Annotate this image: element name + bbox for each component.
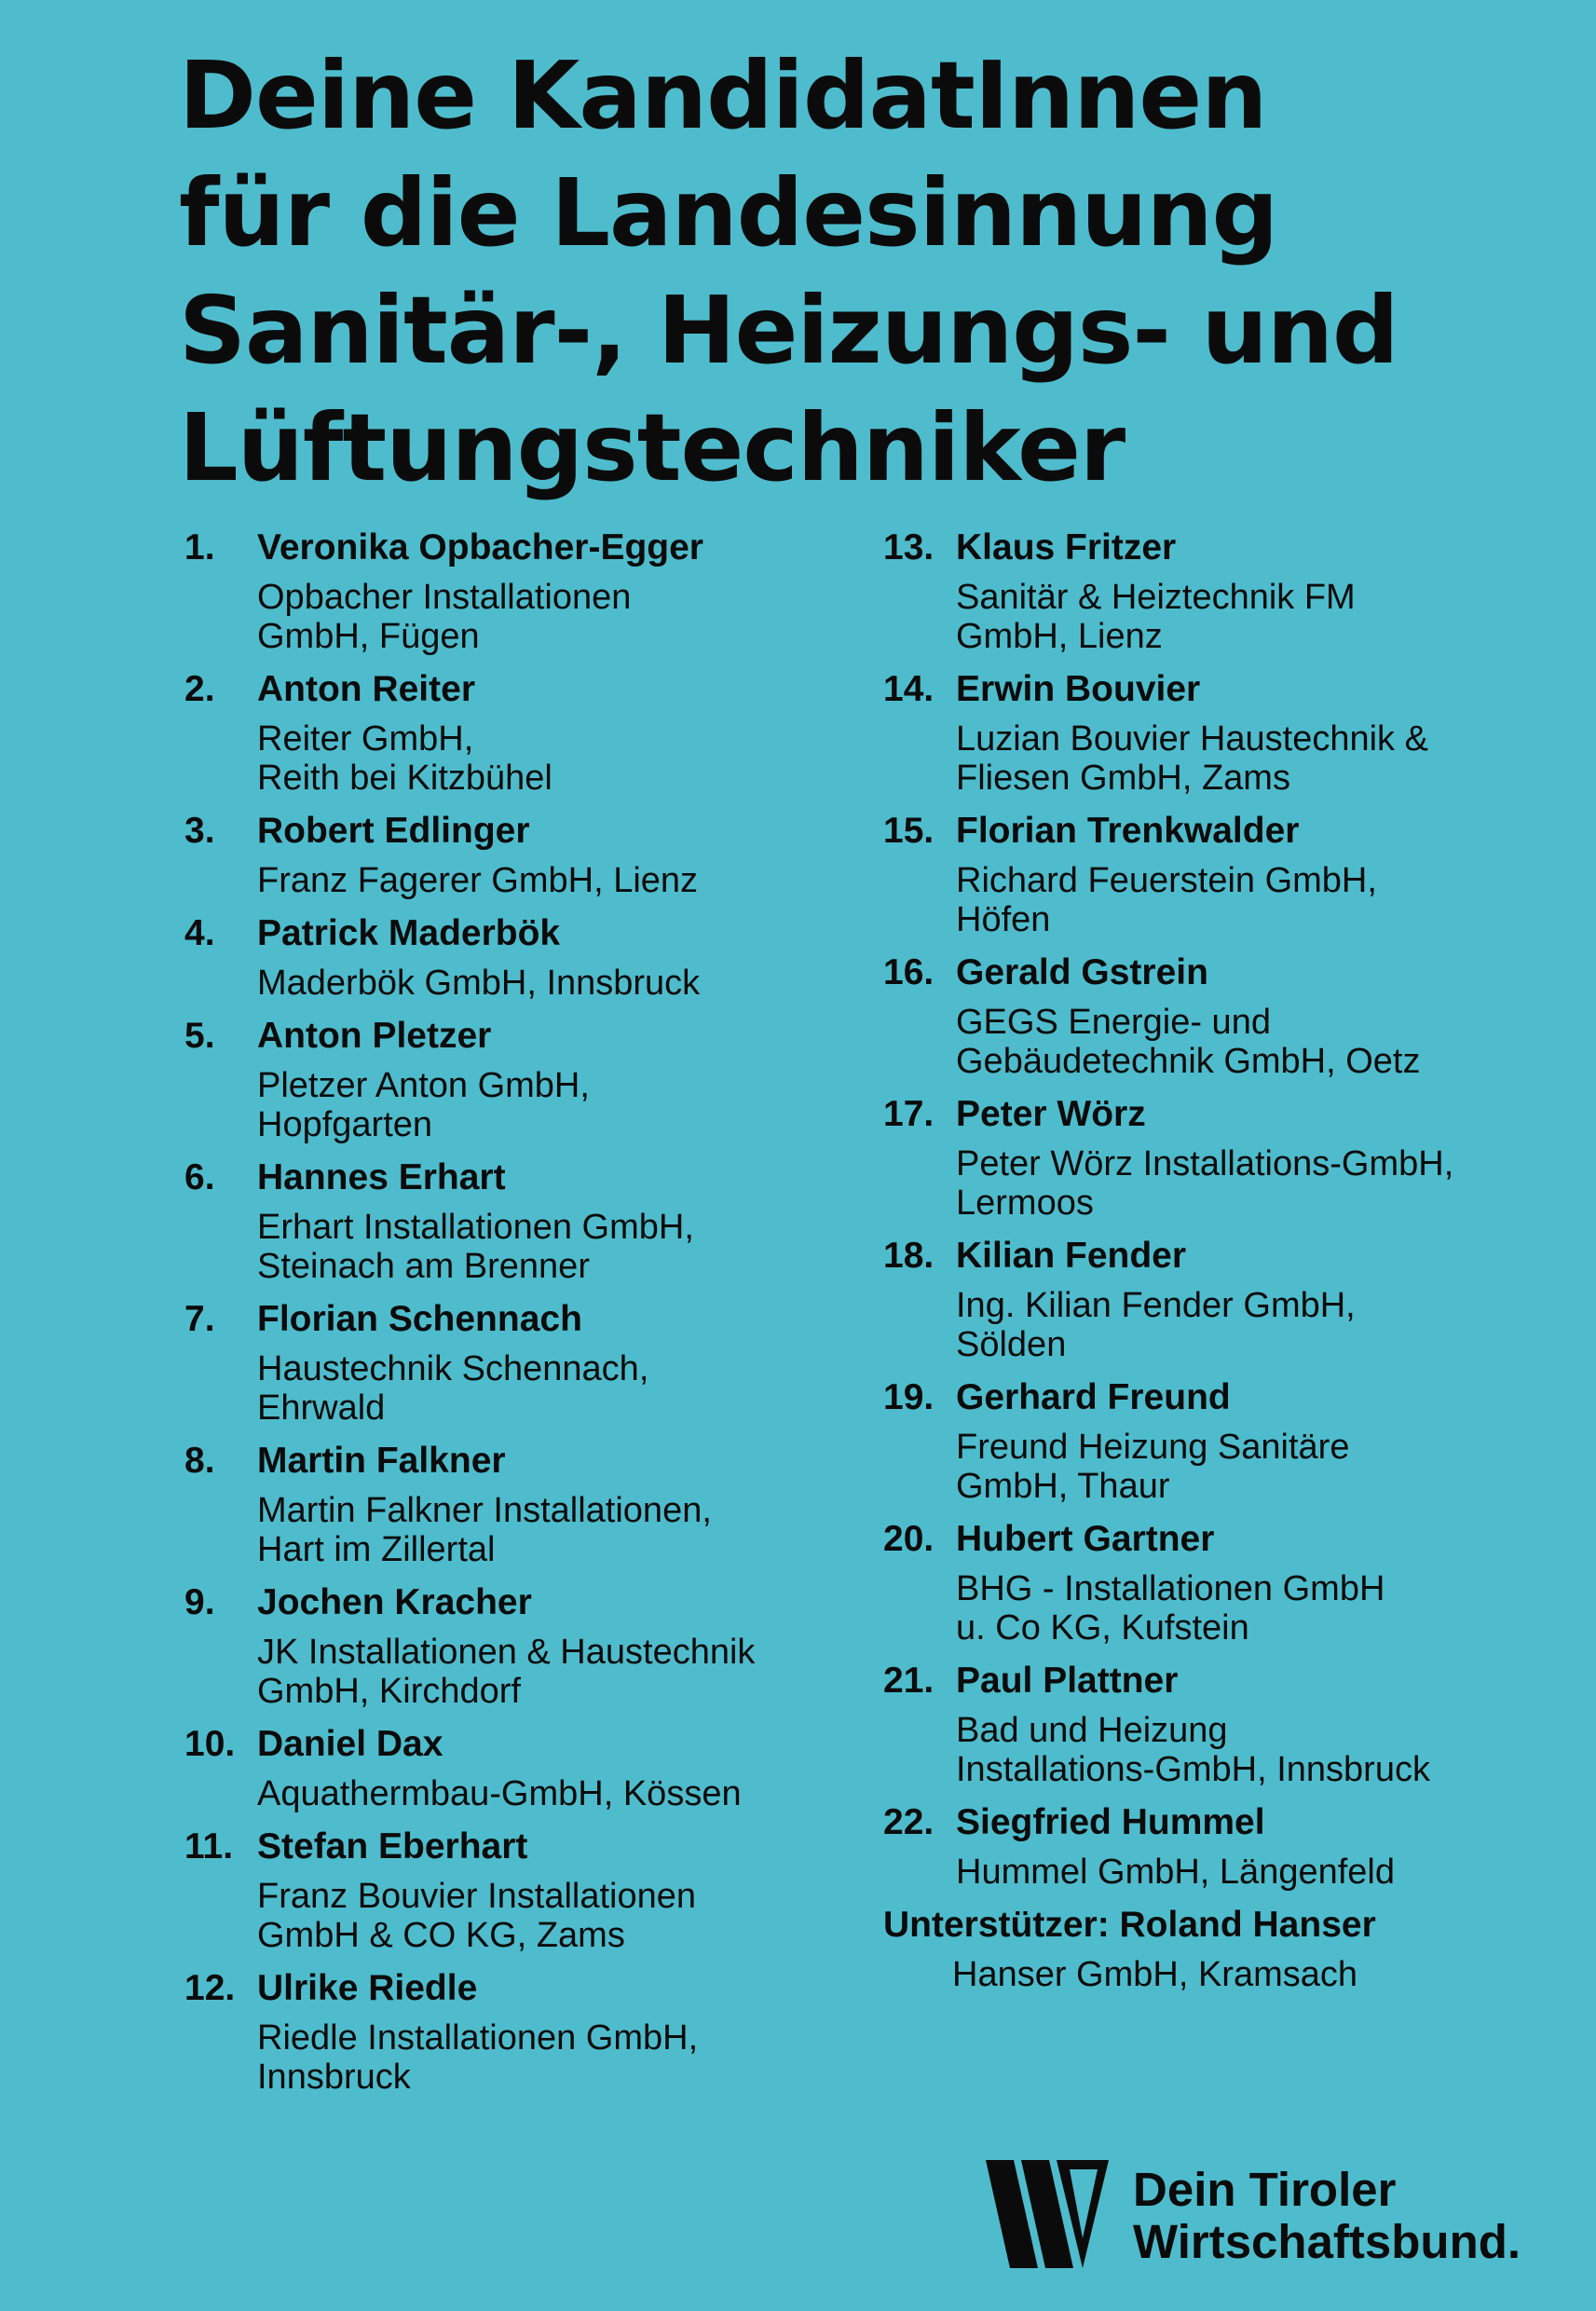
supporter — [883, 1901, 1554, 1994]
candidate-company: BHG - Installationen GmbH u. Co KG, Kufstein — [956, 1569, 1385, 1648]
candidate-7 — [184, 1295, 827, 1428]
candidate-number: 22. — [883, 1802, 934, 1842]
candidate-name: Gerhard Freund — [956, 1377, 1231, 1417]
candidate-name: Hannes Erhart — [257, 1157, 506, 1197]
candidate-name: Peter Wörz — [956, 1094, 1146, 1134]
candidate-name: Paul Plattner — [956, 1661, 1179, 1701]
candidate-name: Klaus Fritzer — [956, 527, 1177, 567]
candidate-company: Erhart Installationen GmbH, Steinach am Brenner — [257, 1208, 694, 1286]
candidate-name: Gerald Gstrein — [956, 952, 1208, 992]
candidate-name: Patrick Maderbök — [257, 913, 561, 953]
candidate-number: 3. — [184, 811, 215, 851]
candidate-18 — [883, 1232, 1554, 1364]
candidate-name: Jochen Kracher — [257, 1582, 532, 1622]
candidate-number: 10. — [184, 1724, 236, 1764]
candidate-20 — [883, 1515, 1554, 1648]
candidate-name: Anton Reiter — [257, 669, 475, 709]
candidate-number: 11. — [184, 1826, 234, 1867]
title-line-4: Lüftungstechniker — [179, 393, 1125, 502]
wirtschaftsbund-logo — [986, 2160, 1545, 2272]
candidate-number: 18. — [883, 1236, 934, 1276]
candidate-company: Peter Wörz Installations-GmbH, Lermoos — [956, 1144, 1454, 1223]
title-line-3: Sanitär-, Heizungs- und — [179, 276, 1398, 385]
candidate-number: 16. — [883, 952, 934, 992]
candidate-1 — [184, 524, 827, 656]
candidate-15 — [883, 807, 1554, 939]
candidate-number: 21. — [883, 1661, 934, 1701]
candidate-company: Freund Heizung Sanitäre GmbH, Thaur — [956, 1428, 1350, 1506]
title-line-1: Deine KandidatInnen — [179, 41, 1267, 150]
candidate-company: Bad und Heizung Installations-GmbH, Innsbruck — [956, 1711, 1430, 1789]
candidate-number: 9. — [184, 1582, 215, 1622]
candidate-company: Reiter GmbH, Reith bei Kitzbühel — [257, 719, 552, 798]
candidate-company: Haustechnik Schennach, Ehrwald — [257, 1349, 649, 1428]
candidate-company: JK Installationen & Haustechnik GmbH, Kirchdorf — [257, 1633, 756, 1711]
candidate-list-left — [184, 524, 827, 2106]
candidate-name: Florian Trenkwalder — [956, 811, 1300, 851]
candidate-5 — [184, 1012, 827, 1144]
candidate-3 — [184, 807, 827, 900]
candidate-number: 6. — [184, 1157, 215, 1197]
candidate-name: Hubert Gartner — [956, 1519, 1215, 1559]
candidate-number: 17. — [883, 1094, 934, 1134]
supporter-label: Unterstützer: Roland Hanser — [883, 1905, 1376, 1945]
candidate-6 — [184, 1154, 827, 1286]
candidate-21 — [883, 1657, 1554, 1789]
candidate-name: Siegfried Hummel — [956, 1802, 1265, 1842]
candidate-name: Ulrike Riedle — [257, 1968, 478, 2008]
page-title — [179, 37, 1483, 507]
candidate-number: 19. — [883, 1377, 934, 1417]
candidate-22 — [883, 1798, 1554, 1892]
logo-text — [1133, 2164, 1521, 2268]
candidate-number: 8. — [184, 1441, 215, 1481]
candidate-12 — [184, 1964, 827, 2097]
candidate-9 — [184, 1579, 827, 1711]
candidate-company: Richard Feuerstein GmbH, Höfen — [956, 861, 1377, 939]
candidate-company: Martin Falkner Installationen, Hart im Zillertal — [257, 1491, 712, 1569]
candidate-10 — [184, 1720, 827, 1813]
candidate-13 — [883, 524, 1554, 656]
candidate-4 — [184, 909, 827, 1003]
candidate-name: Martin Falkner — [257, 1441, 506, 1481]
candidate-number: 12. — [184, 1968, 236, 2008]
candidate-company: Aquathermbau-GmbH, Kössen — [257, 1774, 742, 1813]
candidate-company: Hummel GmbH, Längenfeld — [956, 1853, 1395, 1892]
candidate-name: Anton Pletzer — [257, 1016, 492, 1056]
candidate-name: Stefan Eberhart — [257, 1826, 528, 1867]
supporter-company: Hanser GmbH, Kramsach — [952, 1955, 1358, 1994]
candidate-company: Opbacher Installationen GmbH, Fügen — [257, 578, 632, 656]
candidate-company: Franz Fagerer GmbH, Lienz — [257, 861, 699, 900]
candidate-number: 20. — [883, 1519, 934, 1559]
candidate-number: 2. — [184, 669, 215, 709]
candidate-number: 4. — [184, 913, 215, 953]
candidate-company: GEGS Energie- und Gebäudetechnik GmbH, Oetz — [956, 1003, 1421, 1081]
candidate-number: 14. — [883, 669, 934, 709]
candidate-name: Erwin Bouvier — [956, 669, 1201, 709]
candidate-company: Maderbök GmbH, Innsbruck — [257, 964, 701, 1003]
candidate-company: Ing. Kilian Fender GmbH, Sölden — [956, 1286, 1356, 1364]
logo-text-line-2: Wirtschaftsbund. — [1133, 2215, 1521, 2268]
candidate-name: Robert Edlinger — [257, 811, 530, 851]
candidate-company: Pletzer Anton GmbH, Hopfgarten — [257, 1066, 590, 1144]
candidate-name: Daniel Dax — [257, 1724, 443, 1764]
logo-text-line-1: Dein Tiroler — [1133, 2163, 1397, 2216]
candidate-company: Riedle Installationen GmbH, Innsbruck — [257, 2018, 699, 2097]
candidate-company: Sanitär & Heiztechnik FM GmbH, Lienz — [956, 578, 1356, 656]
candidate-16 — [883, 949, 1554, 1081]
candidate-2 — [184, 665, 827, 798]
candidate-8 — [184, 1437, 827, 1569]
candidate-17 — [883, 1090, 1554, 1223]
candidate-list-right — [883, 524, 1554, 1994]
candidate-number: 1. — [184, 527, 215, 567]
candidate-name: Kilian Fender — [956, 1236, 1187, 1276]
candidate-14 — [883, 665, 1554, 798]
candidate-number: 13. — [883, 527, 934, 567]
title-line-2: für die Landesinnung — [179, 158, 1278, 267]
candidate-company: Franz Bouvier Installationen GmbH & CO KG, Zams — [257, 1877, 697, 1955]
candidate-number: 7. — [184, 1299, 215, 1339]
candidate-11 — [184, 1823, 827, 1955]
candidate-19 — [883, 1374, 1554, 1506]
candidate-number: 5. — [184, 1016, 215, 1056]
candidate-number: 15. — [883, 811, 934, 851]
candidate-company: Luzian Bouvier Haustechnik & Fliesen GmbH, Zams — [956, 719, 1428, 798]
candidate-name: Florian Schennach — [257, 1299, 582, 1339]
wirtschaftsbund-w-logo-icon — [986, 2160, 1109, 2268]
candidate-name: Veronika Opbacher-Egger — [257, 527, 703, 567]
